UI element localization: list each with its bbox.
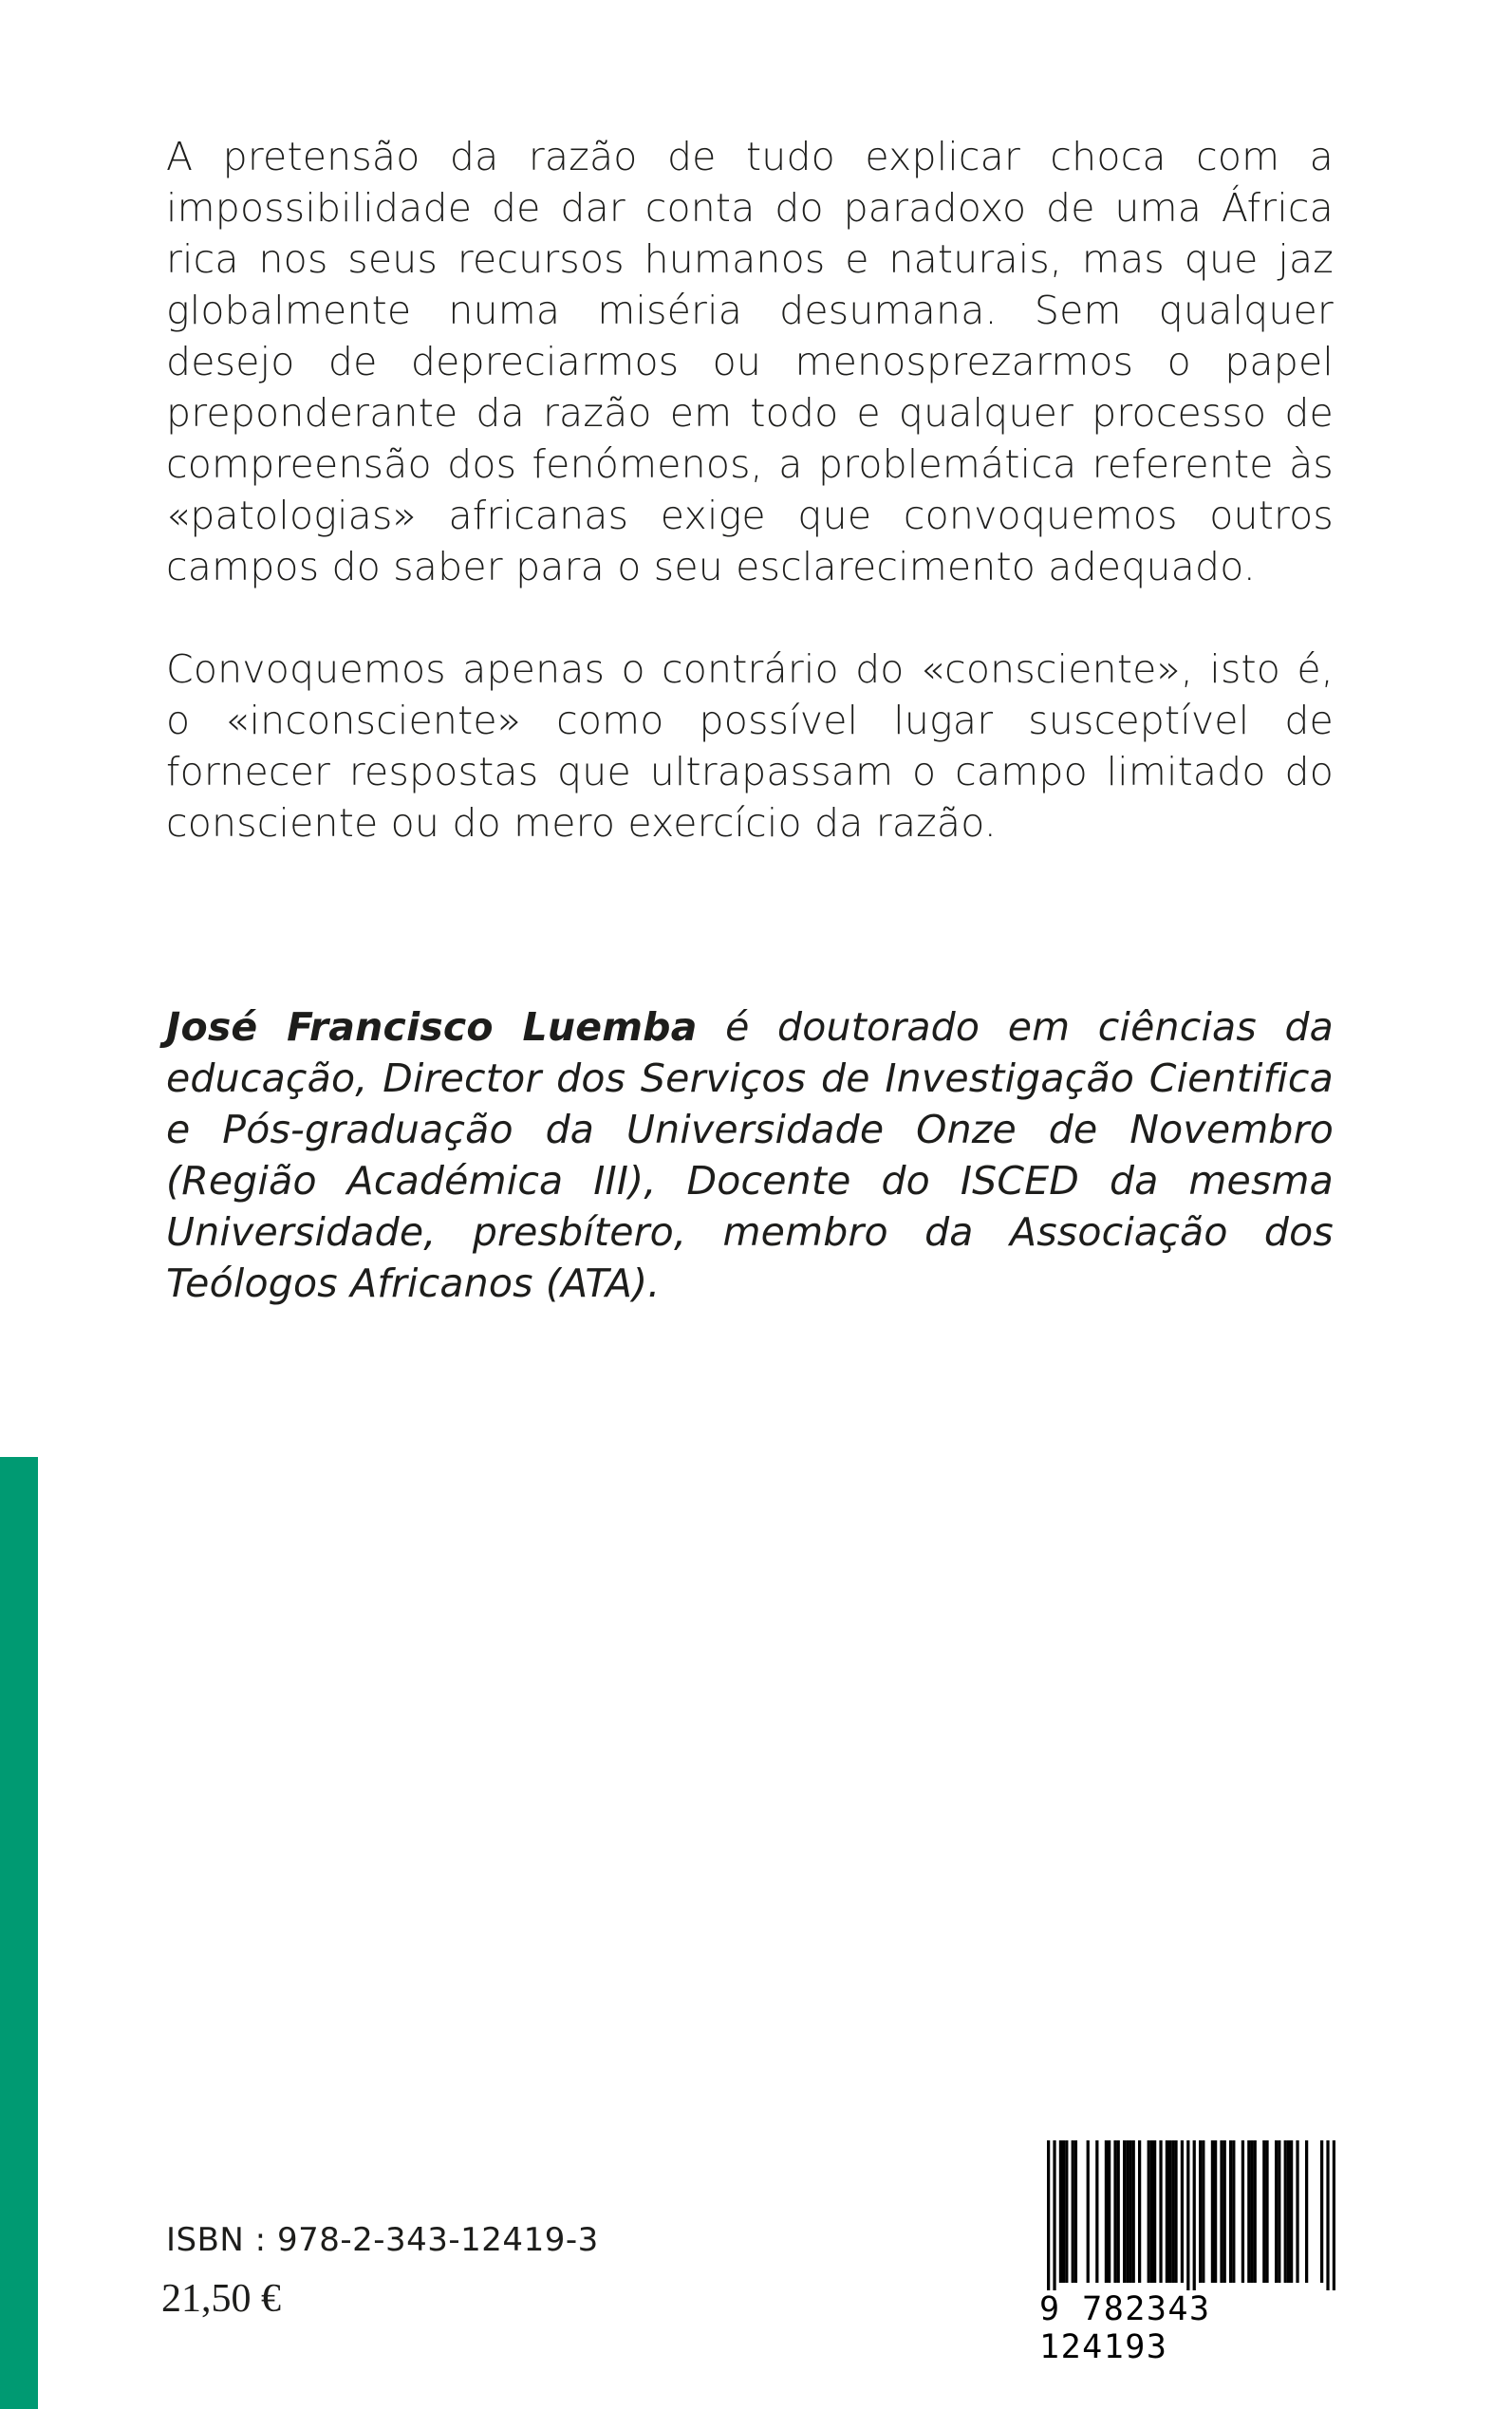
price: 21,50 € <box>161 2277 281 2321</box>
barcode-bar <box>1333 2140 1335 2290</box>
barcode-bar <box>1129 2140 1131 2283</box>
barcode-bar <box>1117 2140 1120 2283</box>
author-name: José Francisco Luemba <box>166 1004 698 1050</box>
barcode-bar <box>1320 2140 1323 2283</box>
barcode-bar <box>1166 2140 1168 2283</box>
barcode-bar <box>1153 2140 1156 2283</box>
blurb-paragraph-1: A pretensão da razão de tudo explicar choca com a impossibilidade de dar conta do paradoxo de uma África rica nos seus recursos humanos e naturais, mas que jaz globalmente numa miséria desumana. Sem qualquer desejo de depreciarmos ou menosprezarmos o papel preponderante da razão em todo e qualquer processo de compreensão dos fenómenos, a problemática referente às «patologias» africanas exige que convoquemos outros campos do saber para o seu esclarecimento adequado. <box>166 134 1334 589</box>
barcode-bar <box>1105 2140 1108 2283</box>
barcode-bar <box>1132 2140 1135 2283</box>
barcode-bar <box>1262 2140 1265 2283</box>
barcode-bar <box>1065 2140 1068 2283</box>
barcode-bar <box>1223 2140 1226 2283</box>
barcode-bar <box>1250 2140 1253 2283</box>
barcode-bar <box>1053 2140 1055 2290</box>
barcode-bar <box>1087 2140 1090 2283</box>
author-bio <box>166 1001 1334 1309</box>
barcode-bar <box>1072 2140 1074 2283</box>
barcode-bar <box>1074 2140 1077 2283</box>
barcode-digits: 9 782343 124193 <box>1039 2290 1211 2366</box>
barcode-bar <box>1287 2140 1290 2283</box>
barcode-bar <box>1241 2140 1244 2283</box>
barcode-bar <box>1113 2140 1116 2283</box>
author-bio-text: é doutorado em ciências da educação, Director dos Serviços de Investigação Cientifica e Pós-graduação da Universidade Onze de Novembro (Região Académica III), Docente do ISCED da mesma Universidade, presbítero, membro da Associação dos Teólogos Africanos (ATA). <box>166 1004 1334 1306</box>
barcode-bar <box>1174 2140 1177 2283</box>
barcode-bar <box>1138 2140 1141 2283</box>
barcode-bar <box>1108 2140 1111 2283</box>
barcode-bar <box>1229 2140 1232 2283</box>
green-edge-strip <box>0 1457 38 2409</box>
barcode-bar <box>1186 2140 1189 2290</box>
barcode-bar <box>1095 2140 1098 2283</box>
barcode-bar <box>1265 2140 1268 2283</box>
barcode-bar <box>1220 2140 1223 2283</box>
barcode-bar <box>1326 2140 1329 2290</box>
barcode-bar <box>1305 2140 1308 2283</box>
barcode-bar <box>1148 2140 1150 2283</box>
barcode-bar <box>1296 2140 1298 2283</box>
barcode-bars <box>1047 2140 1335 2290</box>
barcode-bar <box>1284 2140 1287 2283</box>
barcode-bar <box>1168 2140 1171 2283</box>
barcode-bar <box>1199 2140 1202 2283</box>
isbn-number: ISBN : 978-2-343-12419-3 <box>166 2221 599 2259</box>
barcode-bar <box>1062 2140 1065 2283</box>
barcode-bar <box>1193 2140 1196 2290</box>
barcode-bar <box>1150 2140 1153 2283</box>
barcode-bar <box>1059 2140 1062 2283</box>
barcode-bar <box>1214 2140 1217 2283</box>
barcode-bar <box>1047 2140 1050 2290</box>
barcode-bar <box>1171 2140 1174 2283</box>
barcode-bar <box>1159 2140 1162 2283</box>
barcode-bar <box>1181 2140 1184 2283</box>
barcode-bar <box>1254 2140 1257 2283</box>
barcode-bar <box>1247 2140 1250 2283</box>
barcode-bar <box>1275 2140 1278 2283</box>
barcode-bar <box>1123 2140 1126 2283</box>
barcode-bar <box>1290 2140 1293 2283</box>
barcode-bar <box>1126 2140 1129 2283</box>
barcode-bar <box>1232 2140 1235 2283</box>
barcode-bar <box>1211 2140 1214 2283</box>
barcode-bar <box>1278 2140 1280 2283</box>
barcode-bar <box>1202 2140 1204 2283</box>
blurb-paragraph-2: Convoquemos apenas o contrário do «consciente», isto é, o «inconsciente» como possível lugar susceptível de fornecer respostas que ultrapassam o campo limitado do consciente ou do mero exercício da razão. <box>166 646 1334 846</box>
barcode <box>1039 2140 1343 2366</box>
